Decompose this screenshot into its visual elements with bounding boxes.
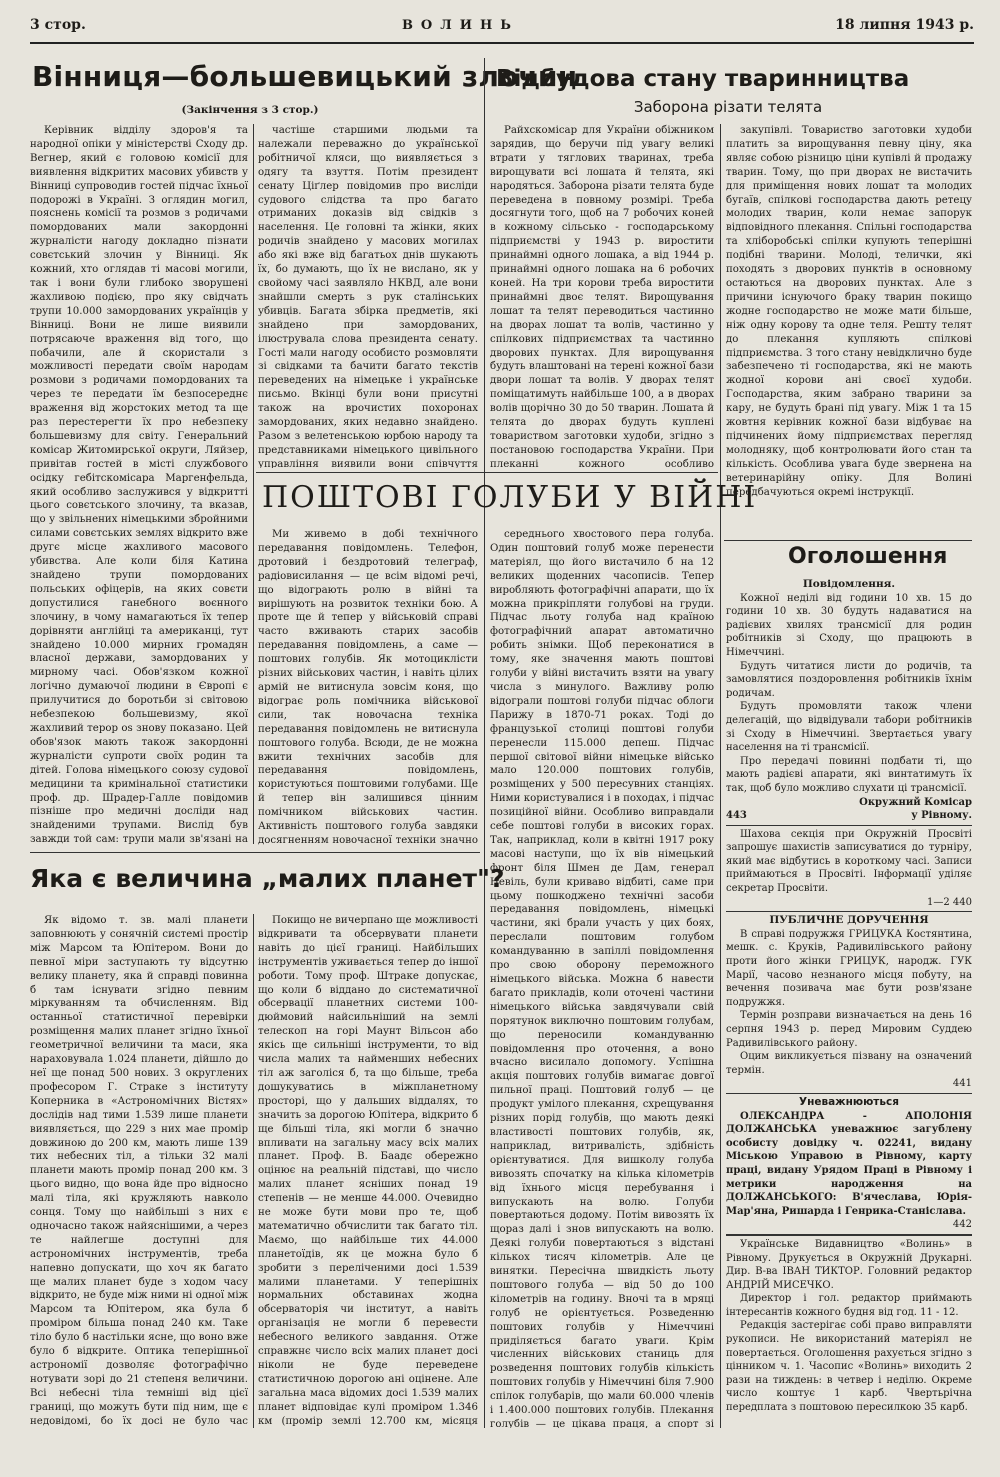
invalid-number: 442	[952, 1219, 972, 1231]
signature-row	[726, 809, 972, 823]
ad-divider	[726, 1093, 972, 1094]
vinnytsia-column-2	[258, 124, 478, 468]
column-rule	[253, 124, 254, 844]
livestock-title: Відбудова стану тваринництва	[496, 66, 910, 92]
page-number: 3 стор.	[30, 17, 86, 33]
publisher-info: Українське Видавництво «Волинь» в Рівному. Друкується в Окружній Друкарні. Дир. В-ва ІВАН ТИКТОР. Головний редактор АНДРІЙ МИСЕЧКО.	[726, 1238, 972, 1291]
planets-title: Яка є величина „малих планет"?	[30, 864, 505, 893]
office-hours: Директор і гол. редактор приймають інтересантів кожного будня від год. 11 - 12.	[726, 1293, 972, 1318]
section-divider	[724, 540, 972, 541]
court-notice: В справі подружжя ГРИЦУКА Костянтина, мешк. с. Круків, Радивилівського району проти його жінки ГРИЦУК, народж. ГУК Марії, часово незнаного місця побуту, на вечення позивача має бути розв'язане подружжя.	[726, 928, 972, 1008]
notices-heading: Повідомлення.	[802, 578, 896, 590]
invalid-heading: Уневажнюються	[798, 1095, 899, 1108]
livestock-subtitle: Заборона різати телята	[633, 98, 823, 116]
issue-date: 18 липня 1943 р.	[835, 17, 974, 33]
ad-divider	[726, 911, 972, 912]
vinnytsia-title: Вінниця—большевицький злочин	[32, 60, 578, 93]
pigeons-text-2: середнього хвостового пера голуба. Один поштовий голуб може перенести матеріял, що його вистачило б на 12 великих щоденних часописів. Тепер виробляють фотографічні апарати, що їх можна прикріпляти голубові на груди. Підчас льоту голуба над країною фотографічний апарат автоматично робить знімки. Щоб переконатися в тому, яке значення мають поштові голуби у війні вистачить взяти на увагу числа з минулого. Важливу ролю відограли поштові голуби підчас облоги Парижу в 1870-71 роках. Тоді до французької столиці поштові голуби перенесли 115.000 депеш. Підчас першої світової війни німецьке військо мало 120.000 поштових голубів, розміщених у 500 пересувних станціях. Ними користувалися і в походах, і підчас позиційної війни. Особливо виправдали себе поштові голуби в високих горах. Так, наприклад, коли в квітні 1917 року масові наступи, що їх вів німецький фронт біля Шмен де Дам, генерал Невіль, були кривавo відбиті, саме при цьому пошкоджено технічні засоби передавання повідомлень, німецькі частини, які брали участь у цих боях, переслали поштовим голубом командуванню в запіллі повідомлення про свою оборону переможного німецького війська. Можна б навести багато прикладів, коли оточені частини німецького війська завдячували свій порятунок виключно поштовим голубам, що переносили командуванню повідомлення про оточення, а воно вчасно висилало допомогу. Успішна акція поштових голубів вимагає довгої пильної праці. Поштовий голуб — це продукт умілого плекання, схрещування різних порід голубів, що мають деякі властивості поштових голубів, як, наприклад, витривалість, здібність орієнтуватися. Для вишколу голуба вивозять спочатку на кілька кілометрів від їхнього місця перебування і випускають на волю. Голуби повертаються додому. Потім вивозять їх щораз далі і знов випускають на волю. Деякі голуби повертаються з відстані кількох тисяч кілометрів. Але це винятки. Пересічна швидкість льоту поштового голуба — від 50 до 100 кілометрів на годину. Вночі та в мряці голуб не орієнтується. Розведенню поштових голубів у Німеччині приділяється багато уваги. Крім численних військових станиць для розведення поштових голубів кількість поштових голубів у Німеччині біля 7.900 спілок голубарів, що мали 60.000 членів і 1.400.000 поштових голубів. Плекання голубів — це цікава праця, а спорт зі	[490, 529, 714, 1428]
vinnytsia-subtitle: (Закінчення з 3 стор.)	[181, 104, 319, 116]
livestock-column-2	[726, 124, 972, 536]
ads-title: Оголошення	[788, 544, 948, 569]
notice-1: Кожної неділі від години 10 хв. 15 до години 10 хв. 30 будуть надаватися на радієвих хвилях трансмісії для родин робітників зі Сходу, що працюють в Німеччині.	[726, 592, 972, 658]
livestock-text-2: закупівлі. Товариство заготовки худоби платить за вирощування певну ціну, яка являє собою різницю ціни купівлі й продажу тварин. Тому, що при дворах не вистачить для приміщення нових лошат та молодих бугаїв, спілкові господарства дають ретецу молодих тварин, коли немає запорук відповідного плекання. Спільні господарства та хліборобські спілки купують теперішні подібні тварини. Молоді, телички, які походять з дворових пунктів в основному остаються на дворових пунктах. Але з причини існуючого браку тварин покищо жодне господарство не може мати більше, ніж одну корову та одне теля. Решту телят до плекання купляють спілкові підприємства. З того стану невідклично буде забезпечено ті господарства, які не мають жодної корови ані своєї худоби. Господарства, яким забрано тварини за кару, не будуть брані під увагу. Між 1 та 15 жовтня керівник кожної бази відбуває на підчинених йому підприємствах перегляд молодняку, щоб контролювати його стан та кількість. Особлива увага буде звернена на ветеринарійну опіку. Для Волині передбачуються окремі інструкції.	[726, 125, 972, 498]
planets-column-1	[30, 914, 248, 1428]
court-number: 441	[952, 1078, 972, 1090]
pigeons-text-1: Ми живемо в добі технічного передавання повідомлень. Телефон, дротовий і бездротовий телеграф, радіовисилання — це всім відомі речі, що відограють ролю в війні та вирішують на розвиток техніки бою. А проте ще й тепер у військовій справі часто вживають старих засобів передавання повідомлень, а саме — поштових голубів. Як мотоциклісти різних військових частин, і навіть цілих армій не витиснула зовсім коня, що відограє роль помічника військової сили, так новочасна техніка передавання повідомлень не витиснула поштового голуба. Всюди, де не можна вжити технічних засобів для передавання повідомлень, користуються поштовими голубами. Ще й тепер він залишився цінним помічником військових частин. Активність поштового голуба завдяки досягненням новочасної техніки значно	[258, 529, 478, 846]
ad-divider	[726, 1234, 972, 1236]
ad-number: 443	[726, 810, 747, 822]
editorial-policy: Редакція застерігає собі право виправляти рукописи. Не використаний матеріял не повертається. Оголошення рахується згідно з цінником ч. 1. Часопис «Волинь» виходить 2 рази на тиждень: в четвер і неділю. Окреме число коштує 1 карб. Чвертьрічна передплата з поштовою пересилкою 35 карб.	[726, 1320, 972, 1414]
ads-column	[726, 578, 972, 1428]
signature-line-2: у Рівному.	[911, 810, 972, 822]
column-rule	[720, 124, 721, 1428]
vinnytsia-text-2: частіше старшими людьми та належали переважно до української робітничої кляси, що виявляється з одягу та взуття. Потім президент сенату Ціґлер повідомив про висліди судового слідства та про багато отриманих доказів від свідків з населення. Це головні та жінки, яких родичів знайдено у масових могилах або які вже від багатьох днів шукають їх, бо думають, що їх не вислано, як у свойому часі заявляло НКВД, але вони знайшли смерть з рук сталінських убивців. Багата збірка предметів, які знайдено при замордованих, ілюструвала слова президента сенату. Гості мали нагоду особисто розмовляти зі свідками та бачити багато текстів переведених на німецьке і українське письмо. Вкінці були вони присутні також на врочистих похоронах замордованих, яких недавно знайдено. Разом з велетенською юрбою народу та представниками німецького цивільного управління виявили вони співчуття	[258, 125, 478, 468]
court-notice-2: Термін розправи визначається на день 16 серпня 1943 р. перед Мировим Суддею Радивилівського району.	[726, 1010, 972, 1049]
column-rule	[253, 914, 254, 1428]
court-notice-3: Оцим викликується пізвану на означений термін.	[726, 1051, 972, 1076]
pigeons-column-2	[490, 528, 714, 1428]
pigeons-column-1	[258, 528, 478, 846]
column-rule	[484, 58, 485, 1428]
notice-4: Про передачі повинні подбати ті, що мають радієві апарати, які винтатимуть їх так, щоб було можливо слухати ці трансмісії.	[726, 755, 972, 794]
signature-line-1: Окружний Комісар	[859, 796, 972, 808]
notice-2: Будуть читатися листи до родичів, та замовлятися поздоровлення робітників їхнім родичам.	[726, 660, 972, 699]
livestock-column-1	[490, 124, 714, 468]
planets-column-2	[258, 914, 478, 1428]
invalid-notice: ОЛЕКСАНДРА - АПОЛОНІЯ ДОЛЖАНСЬКА уневажнює загублену особисту довідку ч. 02241, видану Міською Управою в Рівному, карту праці, видану Урядом Праці в Рівному і метрики народження на ДОЛЖАНСЬКОГО: В'ячеслава, Юрія-Мар'яна, Ришарда і Генрика-Станіслава.	[726, 1110, 972, 1217]
section-divider	[256, 472, 718, 473]
vinnytsia-text-1: Керівник відділу здоров'я та народної опіки у міністерстві Сходу др. Вегнер, який є головою комісії для виявлення відкритих масових убивств у Вінниці супроводив гостей підчас їхньої подорожі в Україні. З оглядин могил, пояснень комісії та розмов з родичами помордованих мали закордонні журналісти нагоду докладно пізнати совєтський злочин у Вінниці. Як кожний, хто оглядав ті масові могили, так і вони були глибоко зворушені жахливою подією, про яку свідчать трупи 10.000 замордованих українців у Вінниці. Вони не лише виявили потрясаюче враження від того, що побачили, але й скористали з можливості передати своїм народам розмови з родичами помордованих та через те передати їм безпосереднє враження від жорстоких метод та ще раз перестерегти їх про небезпеку большевизму для світу. Генеральний комісар Житомирської округи, Ляйзер, привітав гостей в місті службового осідку гебітскомісара Маргенфельда, який особливо заслужився у відкритті цього совєтського злочину, та вказав, що у звільнених німецькими збройними силами совєтських землях відкрито вже другє місце жахливого масового убивства. Але коли біля Катина знайдено трупи помордованих польських офіцерів, на яких совєти допустилися ганебного воєнного злочину, в чому намагаються їх тепер дорівняти англійці та американці, тут знайдено 10.000 мирних громадян власної держави, замордованих у мирному часі. Обов'язком кожної логічно думаючої людини в Європі є прилучитися до боротьби зі світовою небезпекою большевизму, якої жахливий терор os знову показано. Цей обов'язок мають також закордонні журналісти супроти своїх родин та дітей. Голова німецького союзу судової медицини та кримінальної статистики проф. др. Шрадер-Галле повідомив пізніше про медичні досліди над знайденими трупами. Вислід був завжди той сам: трупи мали зв'язані на	[30, 125, 248, 844]
planets-text-1: Як відомо т. зв. малі планети заповнюють у сонячній системі простір між Марсом та Юпітером. Вони до певної міри заступають ту відсутню велику планету, яка й справді повинна б там існувати згідно певним міркуванням та обчисленням. Від останньої статистичної перевірки розміщення малих планет згідно їхньої геометричної величини та маси, яка нараховувала 1.024 планети, дійшло до неї ще понад 500 нових. З округлених професором Г. Страке з інституту Коперника в «Астрономічних Вістях» дослідів над тими 1.539 лише планети виявляється, що 229 з них мае промір довжиною до 200 км, мають лише 139 тих небесних тіл, а тільки 32 малі планети мають промір понад 200 км. З цього видно, що вона йде про відносно малі тіла, які кружляють навколо сонця. Тому що найбільші з них є одночасно також найяснішими, а через те найлегше доступні для астрономічних інструментів, треба напевно допускати, що хоч як багато ще малих планет буде з ходом часу відкрито, не буде між ними ні одної між Марсом та Юпітером, яка була б проміром більша понад 240 км. Таке тіло було б настільки ясне, що воно вже було б відкрите. Оптика теперішньої астрономії дозволяє фотографічно нотувати зорі до 21 степеня величини. Всі небесні тіла темніші від цієї границі, що можуть бути під ним, ще є недовідомі, бо їх досі не було час	[30, 915, 248, 1427]
vinnytsia-column-1	[30, 124, 248, 844]
page-header	[30, 8, 974, 44]
pigeons-title: ПОШТОВІ ГОЛУБИ У ВІЙНІ	[262, 480, 758, 515]
notice-3: Будуть промовляти також члени делегацій, що відвідували табори робітників зі Сходу в Німеччині. Звертається увагу населення на ті трансмісії.	[726, 701, 972, 754]
planets-text-2: Покищо не вичерпано ще можливості відкривати та обсервувати планети навіть до цієї границі. Найбільших інструментів уживається тепер до іншої роботи. Тому проф. Штраке допускає, що коли б віддано до систематичної обсервації планетних системи 100-дюймовий найсильніший на землі телескоп на горі Маунт Вільсон або якісь ще сильніші інструменти, то від числа малих та найменших небесних тіл аж заголіся б, та що більше, треба дошукуватись в міжпланетному просторі, що у дальших віддалях, то значить за дорогою Юпітера, відкрито б ще більші тіла, які могли б значно впливати на загальну масу всіх малих планет. Проф. В. Баадє обережно оцінює на реальній підставі, що число малих планет ясніших понад 19 степенів — не менше 44.000. Очевидно не може бути мови про те, щоб математично обчислити так багато тіл. Маємо, що найбільше тих 44.000 планетоїдів, як це можна було б зробити з переліченими досі 1.539 малими планетами. У теперішніх нормальних обставинах жодна обсерваторія чи інститут, а навіть організація не могли б перевести небесного великого завдання. Отже справжнє число всіх малих планет досі ніколи не буде переведене статистичною дорогою ані оцінене. Але загальна маса відомих досі 1.539 малих планет відповідає кулі проміром 1.346 км (промір землі 12.700 км, місяця	[258, 915, 478, 1427]
ad-divider	[726, 825, 972, 826]
chess-ad-number: 1—2 440	[927, 896, 972, 908]
livestock-text-1: Райхскомісар для України обіжником зарядив, що беручи під увагу великі втрати у тяглових тваринах, треба вирощувати всі лошата й телята, які народяться. Заборона різати телята буде переведена в повному розмірі. Треба досягнути того, щоб на 7 робочих коней в кожному сільсько - господарському підприємстві у 1943 р. виростити принаймні одного лошака, а від 1944 р. принаймні одного лошака на 6 робочих коней. На три корови треба виростити принаймні двоє телят. Вирощування лошат та телят переводиться частинно на дворах лошат та волів, частинно у спілкових підприємствах та частинно дворових пунктах. Для вирощування будуть влаштовані на терені кожної бази двори лошат та волів. У дворах телят поміщатимуть найбільше 100, а в дворах волів щорічно 30 до 50 тварин. Лошата й телята до дворах будуть куплені товариством заготовки худоби, згідно з постановою господарства України. При плеканні кожного особливо	[490, 125, 714, 468]
chess-ad: Шахова секція при Окружній Просвіті запрошує шахистів записуватися до турніру, який має відбутись в короткому часі. Записи приймаються в Просвіті. Інформації уділяє секретар Просвіти.	[726, 828, 972, 895]
section-divider	[30, 852, 480, 853]
newspaper-title: ВОЛИНЬ	[401, 17, 520, 33]
court-heading: ПУБЛИЧНЕ ДОРУЧЕННЯ	[769, 914, 929, 927]
